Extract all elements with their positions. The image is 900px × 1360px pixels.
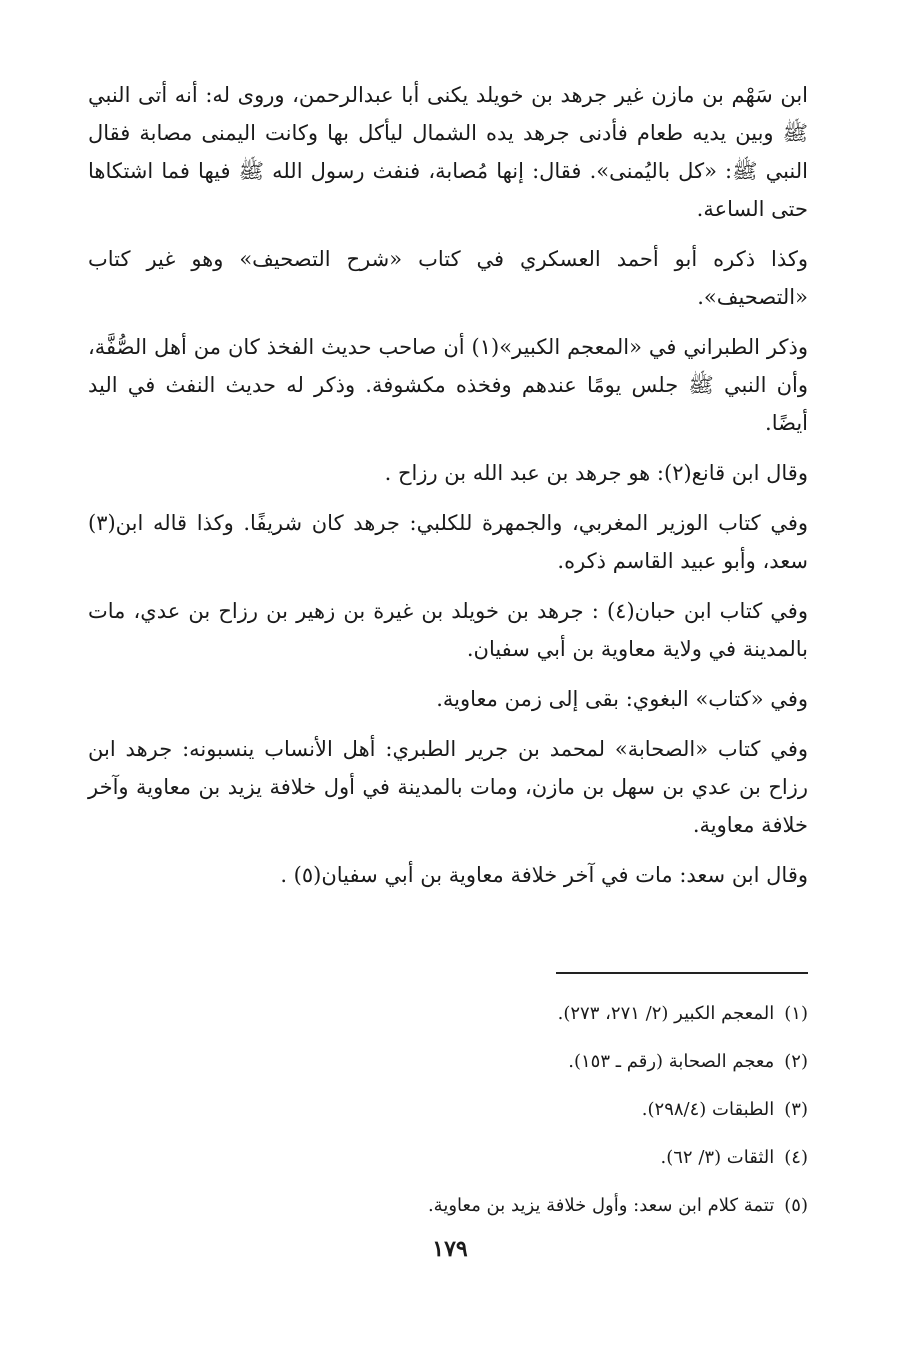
footnote-3 — [88, 1086, 808, 1134]
main-text — [88, 76, 808, 906]
footnote-1 — [88, 990, 808, 1038]
footnote-text: معجم الصحابة (رقم ـ ١٥٣). — [568, 1051, 775, 1072]
footnotes — [88, 990, 808, 1230]
footnote-text: الثقات (٣/ ٦٢). — [660, 1147, 775, 1168]
paragraph-4: وقال ابن قانع(٢): هو جرهد بن عبد الله بن رزاح . — [384, 461, 808, 485]
footnote-number: (٣) — [784, 1099, 808, 1120]
footnote-text: المعجم الكبير (٢/ ٢٧١، ٢٧٣). — [557, 1003, 775, 1024]
footnote-number: (٤) — [784, 1147, 808, 1168]
footnote-2 — [88, 1038, 808, 1086]
footnote-text: الطبقات (٢٩٨/٤). — [641, 1099, 775, 1120]
paragraph-2: وكذا ذكره أبو أحمد العسكري في كتاب «شرح التصحيف» وهو غير كتاب «التصحيف». — [88, 247, 808, 309]
footnote-number: (٢) — [784, 1051, 808, 1072]
paragraph-5: وفي كتاب الوزير المغربي، والجمهرة للكلبي: جرهد كان شريفًا. وكذا قاله ابن(٣) سعد، وأبو عبيد القاسم ذكره. — [88, 511, 808, 573]
paragraph-9: وقال ابن سعد: مات في آخر خلافة معاوية بن أبي سفيان(٥) . — [280, 863, 808, 887]
paragraph-1: ابن سَهْم بن مازن غير جرهد بن خويلد يكنى أبا عبدالرحمن، وروى له: أنه أتى النبي ﷺ وبين يديه طعام فأدنى جرهد يده الشمال ليأكل بها وكانت اليمنى مصابة فقال النبي ﷺ: «كل باليُمنى». فقال: إنها مُصابة، فنفث رسول الله ﷺ فيها فما اشتكاها حتى الساعة. — [88, 83, 808, 221]
paragraph-6: وفي كتاب ابن حبان(٤) : جرهد بن خويلد بن غيرة بن زهير بن رزاح بن عدي، مات بالمدينة في ولاية معاوية بن أبي سفيان. — [88, 599, 808, 661]
paragraph-7: وفي «كتاب» البغوي: بقى إلى زمن معاوية. — [436, 687, 808, 711]
footnote-separator — [556, 972, 808, 974]
footnote-text: تتمة كلام ابن سعد: وأول خلافة يزيد بن معاوية. — [427, 1195, 775, 1216]
footnote-4 — [88, 1134, 808, 1182]
paragraph-8: وفي كتاب «الصحابة» لمحمد بن جرير الطبري: أهل الأنساب ينسبونه: جرهد ابن رزاح بن عدي بن سهل بن مازن، ومات بالمدينة في أول خلافة يزيد بن معاوية وآخر خلافة معاوية. — [88, 737, 808, 837]
footnote-number: (١) — [784, 1003, 808, 1024]
page-number: ١٧٩ — [432, 1236, 468, 1262]
paragraph-3: وذكر الطبراني في «المعجم الكبير»(١) أن صاحب حديث الفخذ كان من أهل الصُّفَّة، وأن النبي ﷺ جلس يومًا عندهم وفخذه مكشوفة. وذكر له حديث النفث في اليد أيضًا. — [88, 335, 809, 435]
footnote-5 — [88, 1182, 808, 1230]
footnote-number: (٥) — [784, 1195, 808, 1216]
